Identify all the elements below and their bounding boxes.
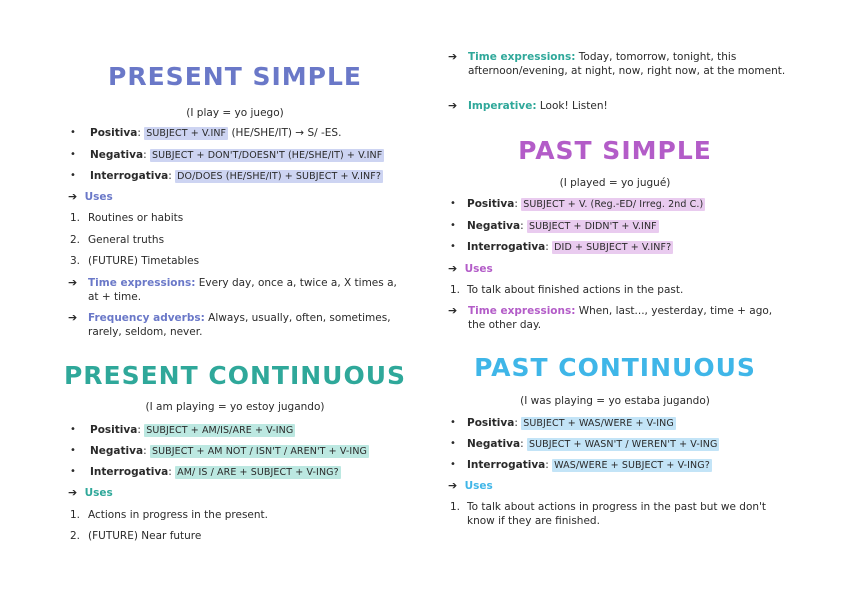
interrogativa-label: Interrogativa xyxy=(467,241,546,253)
interrogativa-label: Interrogativa xyxy=(90,466,169,478)
past-simple-uses-heading xyxy=(448,262,493,276)
list-item xyxy=(450,283,684,297)
list-number: 1. xyxy=(70,212,81,224)
bullet-dot-icon: • xyxy=(70,127,76,138)
bullet-dot-icon: • xyxy=(70,445,76,456)
positiva-label: Positiva xyxy=(90,424,138,436)
negativa-formula: SUBJECT + DON'T/DOESN'T (HE/SHE/IT) + V.INF xyxy=(151,150,383,161)
imperative-text: Look! Listen! xyxy=(536,100,608,112)
time-expressions-text: When, last..., yesterday, time + ago, the other day. xyxy=(468,305,773,331)
interrogativa-label: Interrogativa xyxy=(90,170,169,182)
use-item: (FUTURE) Timetables xyxy=(88,255,200,267)
list-item xyxy=(70,508,268,522)
list-number: 2. xyxy=(70,234,81,246)
list-item xyxy=(70,254,200,268)
past-continuous-title: PAST CONTINUOUS xyxy=(474,353,756,382)
negativa-label: Negativa xyxy=(467,438,521,450)
uses-label: Uses xyxy=(84,487,113,499)
right-arrow-icon: ➔ xyxy=(448,99,458,112)
past-simple-title: PAST SIMPLE xyxy=(518,136,712,165)
positiva-formula: SUBJECT + V.INF xyxy=(146,128,227,139)
positiva-formula: SUBJECT + V. (Reg.-ED/ Irreg. 2nd C.) xyxy=(523,199,704,210)
use-item: To talk about finished actions in the past. xyxy=(467,284,684,296)
uses-label: Uses xyxy=(464,263,493,275)
list-number: 2. xyxy=(70,530,81,542)
list-number: 3. xyxy=(70,255,81,267)
interrogativa-formula: DID + SUBJECT + V.INF? xyxy=(554,242,672,253)
past-continuous-section xyxy=(440,353,790,408)
bullet-dot-icon: • xyxy=(70,170,76,181)
positiva-formula: SUBJECT + WAS/WERE + V-ING xyxy=(523,418,674,429)
present-continuous-uses-heading xyxy=(68,486,113,500)
bullet-dot-icon: • xyxy=(450,417,456,428)
list-item xyxy=(70,233,165,247)
positiva-label: Positiva xyxy=(90,127,138,139)
positiva-formula: SUBJECT + AM/IS/ARE + V-ING xyxy=(146,425,294,436)
present-simple-section xyxy=(60,62,410,120)
use-item: (FUTURE) Near future xyxy=(88,530,202,542)
present-simple-subtitle: (I play = yo juego) xyxy=(186,107,284,119)
interrogativa-formula: DO/DOES (HE/SHE/IT) + SUBJECT + V.INF? xyxy=(177,171,381,182)
past-simple-section xyxy=(440,136,790,190)
frequency-adverbs-label: Frequency adverbs: xyxy=(88,312,205,324)
past-continuous-uses-heading xyxy=(448,479,493,493)
right-arrow-icon: ➔ xyxy=(68,190,78,203)
positiva-label: Positiva xyxy=(467,198,515,210)
past-simple-subtitle: (I played = yo jugué) xyxy=(559,177,671,189)
use-item: To talk about actions in progress in the past but we don't know if they are finished. xyxy=(467,501,767,527)
negativa-label: Negativa xyxy=(467,220,521,232)
positiva-label: Positiva xyxy=(467,417,515,429)
right-arrow-icon: ➔ xyxy=(448,304,458,317)
time-expressions-label: Time expressions: xyxy=(468,51,576,63)
right-arrow-icon: ➔ xyxy=(68,276,78,289)
time-expressions-label: Time expressions: xyxy=(468,305,576,317)
present-continuous-section xyxy=(60,361,410,414)
negativa-formula: SUBJECT + DIDN'T + V.INF xyxy=(528,221,657,232)
use-item: Actions in progress in the present. xyxy=(88,509,268,521)
list-number: 1. xyxy=(450,501,461,513)
time-expressions-label: Time expressions: xyxy=(88,277,196,289)
bullet-dot-icon: • xyxy=(450,241,456,252)
list-item xyxy=(70,529,202,543)
present-simple-uses-heading xyxy=(68,190,113,204)
positiva-note: (HE/SHE/IT) → S/ -ES. xyxy=(228,127,342,139)
bullet-dot-icon: • xyxy=(70,149,76,160)
time-expressions-text: Today, tomorrow, tonight, this afternoon/evening, at night, now, right now, at the moment. xyxy=(468,51,786,77)
bullet-dot-icon: • xyxy=(450,459,456,470)
present-simple-title: PRESENT SIMPLE xyxy=(108,62,362,91)
right-arrow-icon: ➔ xyxy=(68,311,78,324)
interrogativa-label: Interrogativa xyxy=(467,459,546,471)
negativa-label: Negativa xyxy=(90,149,144,161)
negativa-formula: SUBJECT + AM NOT / ISN'T / AREN'T + V-ING xyxy=(151,446,367,457)
bullet-dot-icon: • xyxy=(450,438,456,449)
interrogativa-formula: AM/ IS / ARE + SUBJECT + V-ING? xyxy=(177,467,339,478)
list-number: 1. xyxy=(70,509,81,521)
uses-label: Uses xyxy=(464,480,493,492)
right-arrow-icon: ➔ xyxy=(448,479,458,492)
right-arrow-icon: ➔ xyxy=(68,486,78,499)
list-number: 1. xyxy=(450,284,461,296)
list-item xyxy=(70,211,184,225)
bullet-dot-icon: • xyxy=(450,220,456,231)
bullet-dot-icon: • xyxy=(450,198,456,209)
negativa-formula: SUBJECT + WASN'T / WEREN'T + V-ING xyxy=(528,439,718,450)
use-item: General truths xyxy=(88,234,165,246)
imperative-label: Imperative: xyxy=(468,100,537,112)
present-continuous-subtitle: (I am playing = yo estoy jugando) xyxy=(145,401,325,413)
right-arrow-icon: ➔ xyxy=(448,262,458,275)
bullet-dot-icon: • xyxy=(70,424,76,435)
time-expressions-text: Every day, once a, twice a, X times a, at + time. xyxy=(88,277,397,303)
frequency-adverbs-text: Always, usually, often, sometimes, rarely, seldom, never. xyxy=(88,312,391,338)
use-item: Routines or habits xyxy=(88,212,184,224)
negativa-label: Negativa xyxy=(90,445,144,457)
bullet-dot-icon: • xyxy=(70,466,76,477)
present-continuous-title: PRESENT CONTINUOUS xyxy=(63,361,407,390)
past-continuous-subtitle: (I was playing = yo estaba jugando) xyxy=(520,395,710,407)
interrogativa-formula: WAS/WERE + SUBJECT + V-ING? xyxy=(554,460,710,471)
right-arrow-icon: ➔ xyxy=(448,50,458,63)
uses-label: Uses xyxy=(84,191,113,203)
